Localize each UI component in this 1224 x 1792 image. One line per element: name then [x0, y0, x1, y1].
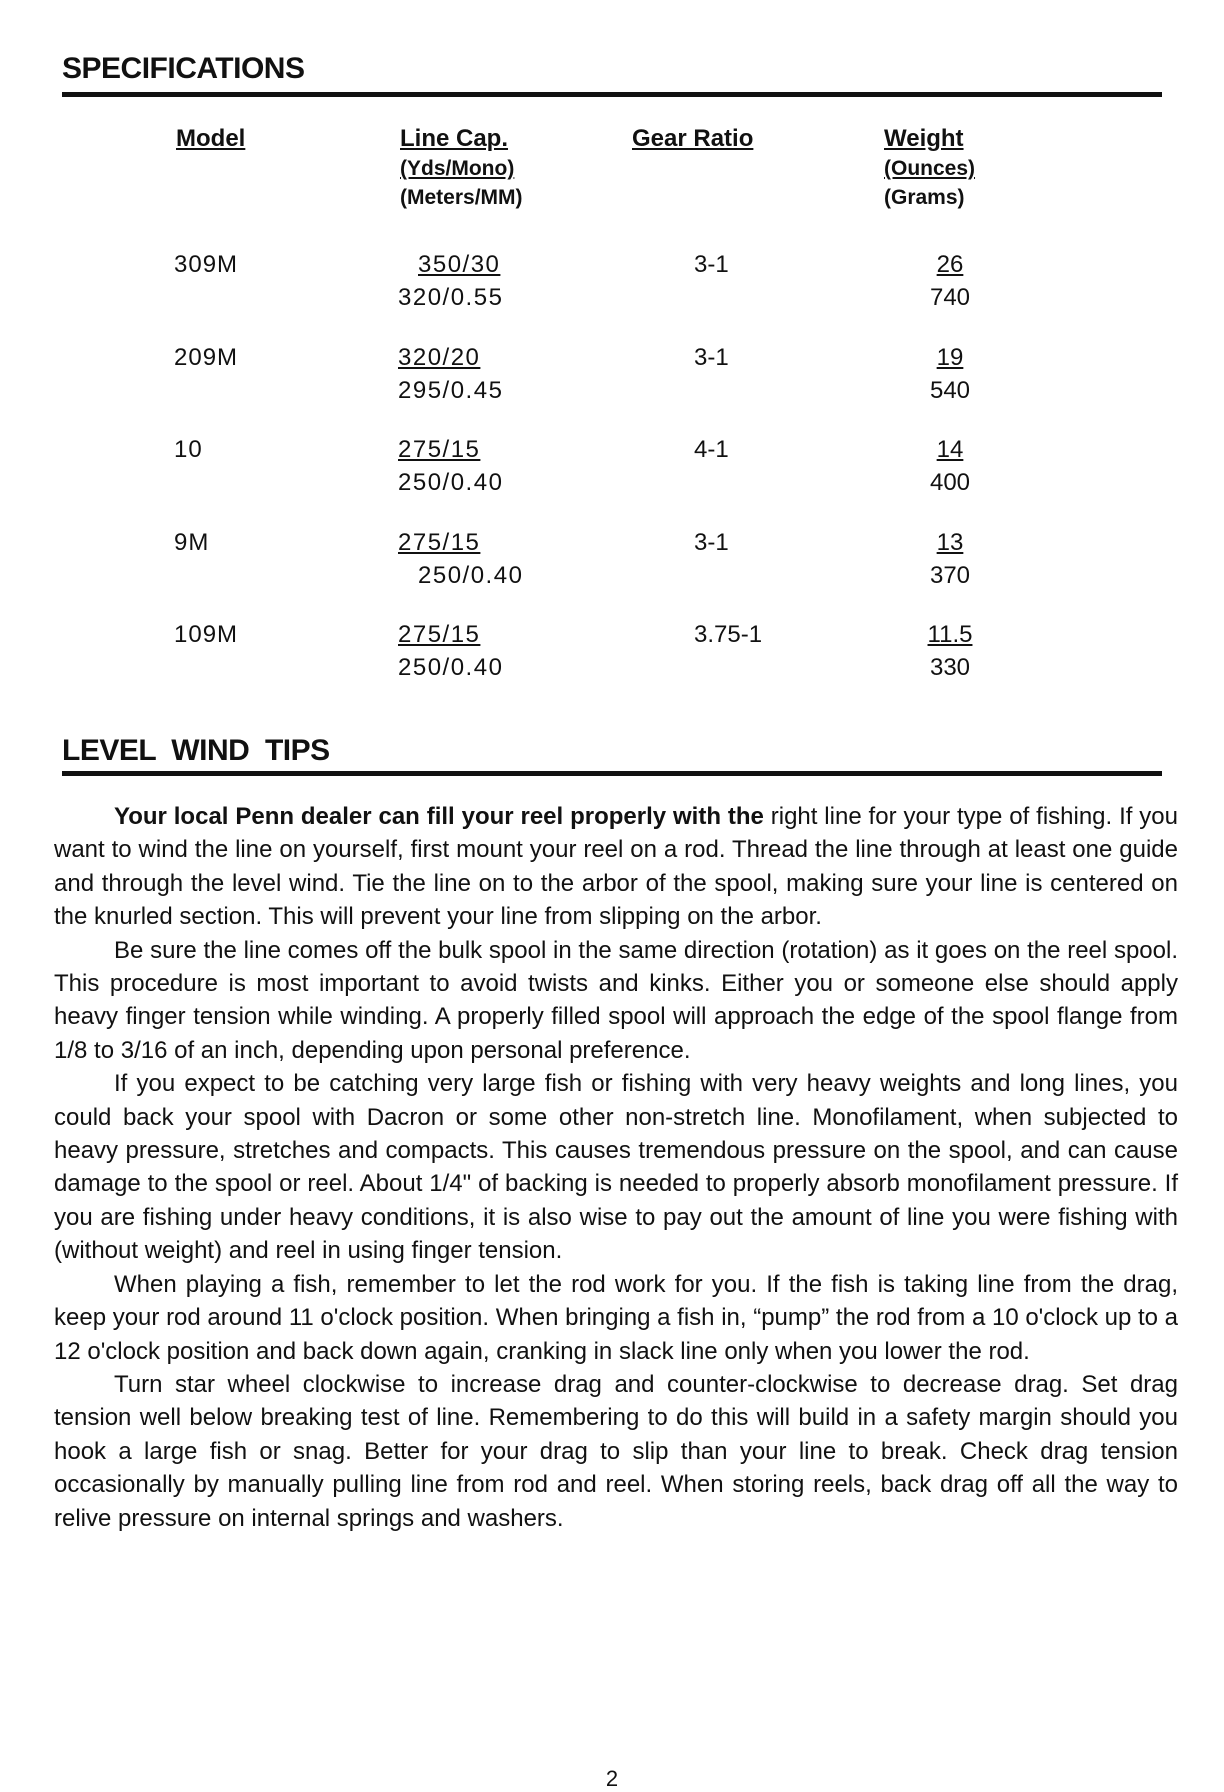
row-yds-mono: 275/15: [398, 621, 481, 648]
row-line-cap: [398, 526, 523, 592]
row-ounces: 13: [936, 529, 964, 556]
level-wind-tips-body: [54, 800, 1178, 1535]
row-weight: [920, 618, 980, 684]
header-line-cap-unit-meters: (Meters/MM): [400, 186, 523, 209]
row-gear-ratio: 4-1: [694, 436, 729, 463]
row-grams: 540: [929, 377, 971, 404]
row-gear-ratio: 3-1: [694, 529, 729, 556]
row-weight: [920, 248, 980, 314]
header-model: [176, 124, 245, 154]
header-gear-ratio-label: Gear Ratio: [632, 125, 754, 152]
row-grams: 400: [929, 469, 971, 496]
specifications-title: SPECIFICATIONS: [62, 52, 305, 85]
header-weight-label: Weight: [884, 125, 964, 152]
row-ounces: 14: [936, 436, 964, 463]
row-meters-mm: 250/0.40: [418, 562, 524, 589]
row-line-cap: [398, 618, 503, 684]
row-yds-mono: 320/20: [398, 344, 481, 371]
row-line-cap: [398, 248, 503, 314]
page-number: 2: [605, 1766, 619, 1791]
header-model-label: Model: [176, 125, 246, 152]
tips-paragraph-lead: Your local Penn dealer can fill your reel properly with the: [114, 803, 764, 830]
row-line-cap: [398, 433, 503, 499]
row-yds-mono: 275/15: [398, 436, 481, 463]
header-weight: [884, 124, 975, 212]
row-meters-mm: 320/0.55: [398, 284, 504, 311]
tips-paragraph-rest: right line for your type of fishing. If you want to wind the line on yourself, first mount your reel on a rod. Thread the line through at least one guide and through the level wind. Tie the line on to the arbor of the spool, making sure your line is centered on the knurled section. This will prevent your line from slipping on the arbor.: [54, 803, 1178, 931]
row-model: 9M: [174, 529, 210, 556]
header-line-cap: [400, 124, 523, 212]
row-weight: [920, 341, 980, 407]
table-row: [0, 618, 1224, 698]
tips-paragraph: When playing a fish, remember to let the rod work for you. If the fish is taking line from the drag, keep your rod around 11 o'clock position. When bringing a fish in, “pump” the rod from a 10 o'clock up to a 12 o'clock position and back down again, cranking in slack line only when you lower the rod.: [54, 1270, 1179, 1365]
tips-paragraph: [54, 800, 1178, 934]
row-yds-mono: 275/15: [398, 529, 481, 556]
row-meters-mm: 295/0.45: [398, 377, 504, 404]
section-divider: [62, 92, 1162, 97]
row-ounces: 11.5: [927, 621, 973, 648]
header-gear-ratio: [632, 124, 753, 154]
row-weight: [920, 526, 980, 592]
row-gear-ratio: 3-1: [694, 344, 729, 371]
row-ounces: 26: [936, 251, 964, 278]
header-weight-unit-ounces: (Ounces): [884, 157, 976, 180]
row-ounces: 19: [936, 344, 964, 371]
row-meters-mm: 250/0.40: [398, 654, 504, 681]
table-row: [0, 248, 1224, 328]
header-weight-unit-grams: (Grams): [884, 186, 965, 209]
row-line-cap: [398, 341, 503, 407]
table-row: [0, 341, 1224, 421]
row-grams: 330: [929, 654, 971, 681]
section-divider: [62, 771, 1162, 776]
row-weight: [920, 433, 980, 499]
header-line-cap-unit-yds: (Yds/Mono): [400, 157, 515, 180]
table-row: [0, 433, 1224, 513]
row-grams: 740: [929, 284, 971, 311]
row-grams: 370: [929, 562, 971, 589]
row-yds-mono: 350/30: [418, 251, 501, 278]
row-meters-mm: 250/0.40: [398, 469, 504, 496]
row-gear-ratio: 3.75-1: [694, 621, 763, 648]
level-wind-tips-title: LEVEL WIND TIPS: [62, 734, 330, 767]
table-row: [0, 526, 1224, 606]
header-line-cap-label: Line Cap.: [400, 125, 509, 152]
tips-paragraph: Turn star wheel clockwise to increase drag and counter-clockwise to decrease drag. Set drag tension well below breaking test of line. Remembering to do this will build in a safety margin should you hook a large fish or snag. Better for your drag to slip than your line to break. Check drag tension occasionally by manually pulling line from rod and reel. When storing reels, back drag off all the way to relive pressure on internal springs and washers.: [54, 1370, 1178, 1532]
tips-paragraph: Be sure the line comes off the bulk spool in the same direction (rotation) as it goes on the reel spool. This procedure is most important to avoid twists and kinks. Either you or someone else should apply heavy finger tension while winding. A properly filled spool will approach the edge of the spool flange from 1/8 to 3/16 of an inch, depending upon personal preference.: [54, 936, 1178, 1064]
tips-paragraph: If you expect to be catching very large fish or fishing with very heavy weights and long lines, you could back your spool with Dacron or some other non-stretch line. Monofilament, when subjected to heavy pressure, stretches and compacts. This causes tremendous pressure on the spool, and can cause damage to the spool or reel. About 1/4" of backing is needed to properly absorb monofilament pressure. If you are fishing under heavy conditions, it is also wise to pay out the amount of line you were fishing with (without weight) and reel in using finger tension.: [54, 1070, 1178, 1265]
row-model: 10: [174, 436, 203, 463]
row-model: 209M: [174, 344, 239, 371]
row-model: 109M: [174, 621, 239, 648]
row-model: 309M: [174, 251, 239, 278]
row-gear-ratio: 3-1: [694, 251, 729, 278]
